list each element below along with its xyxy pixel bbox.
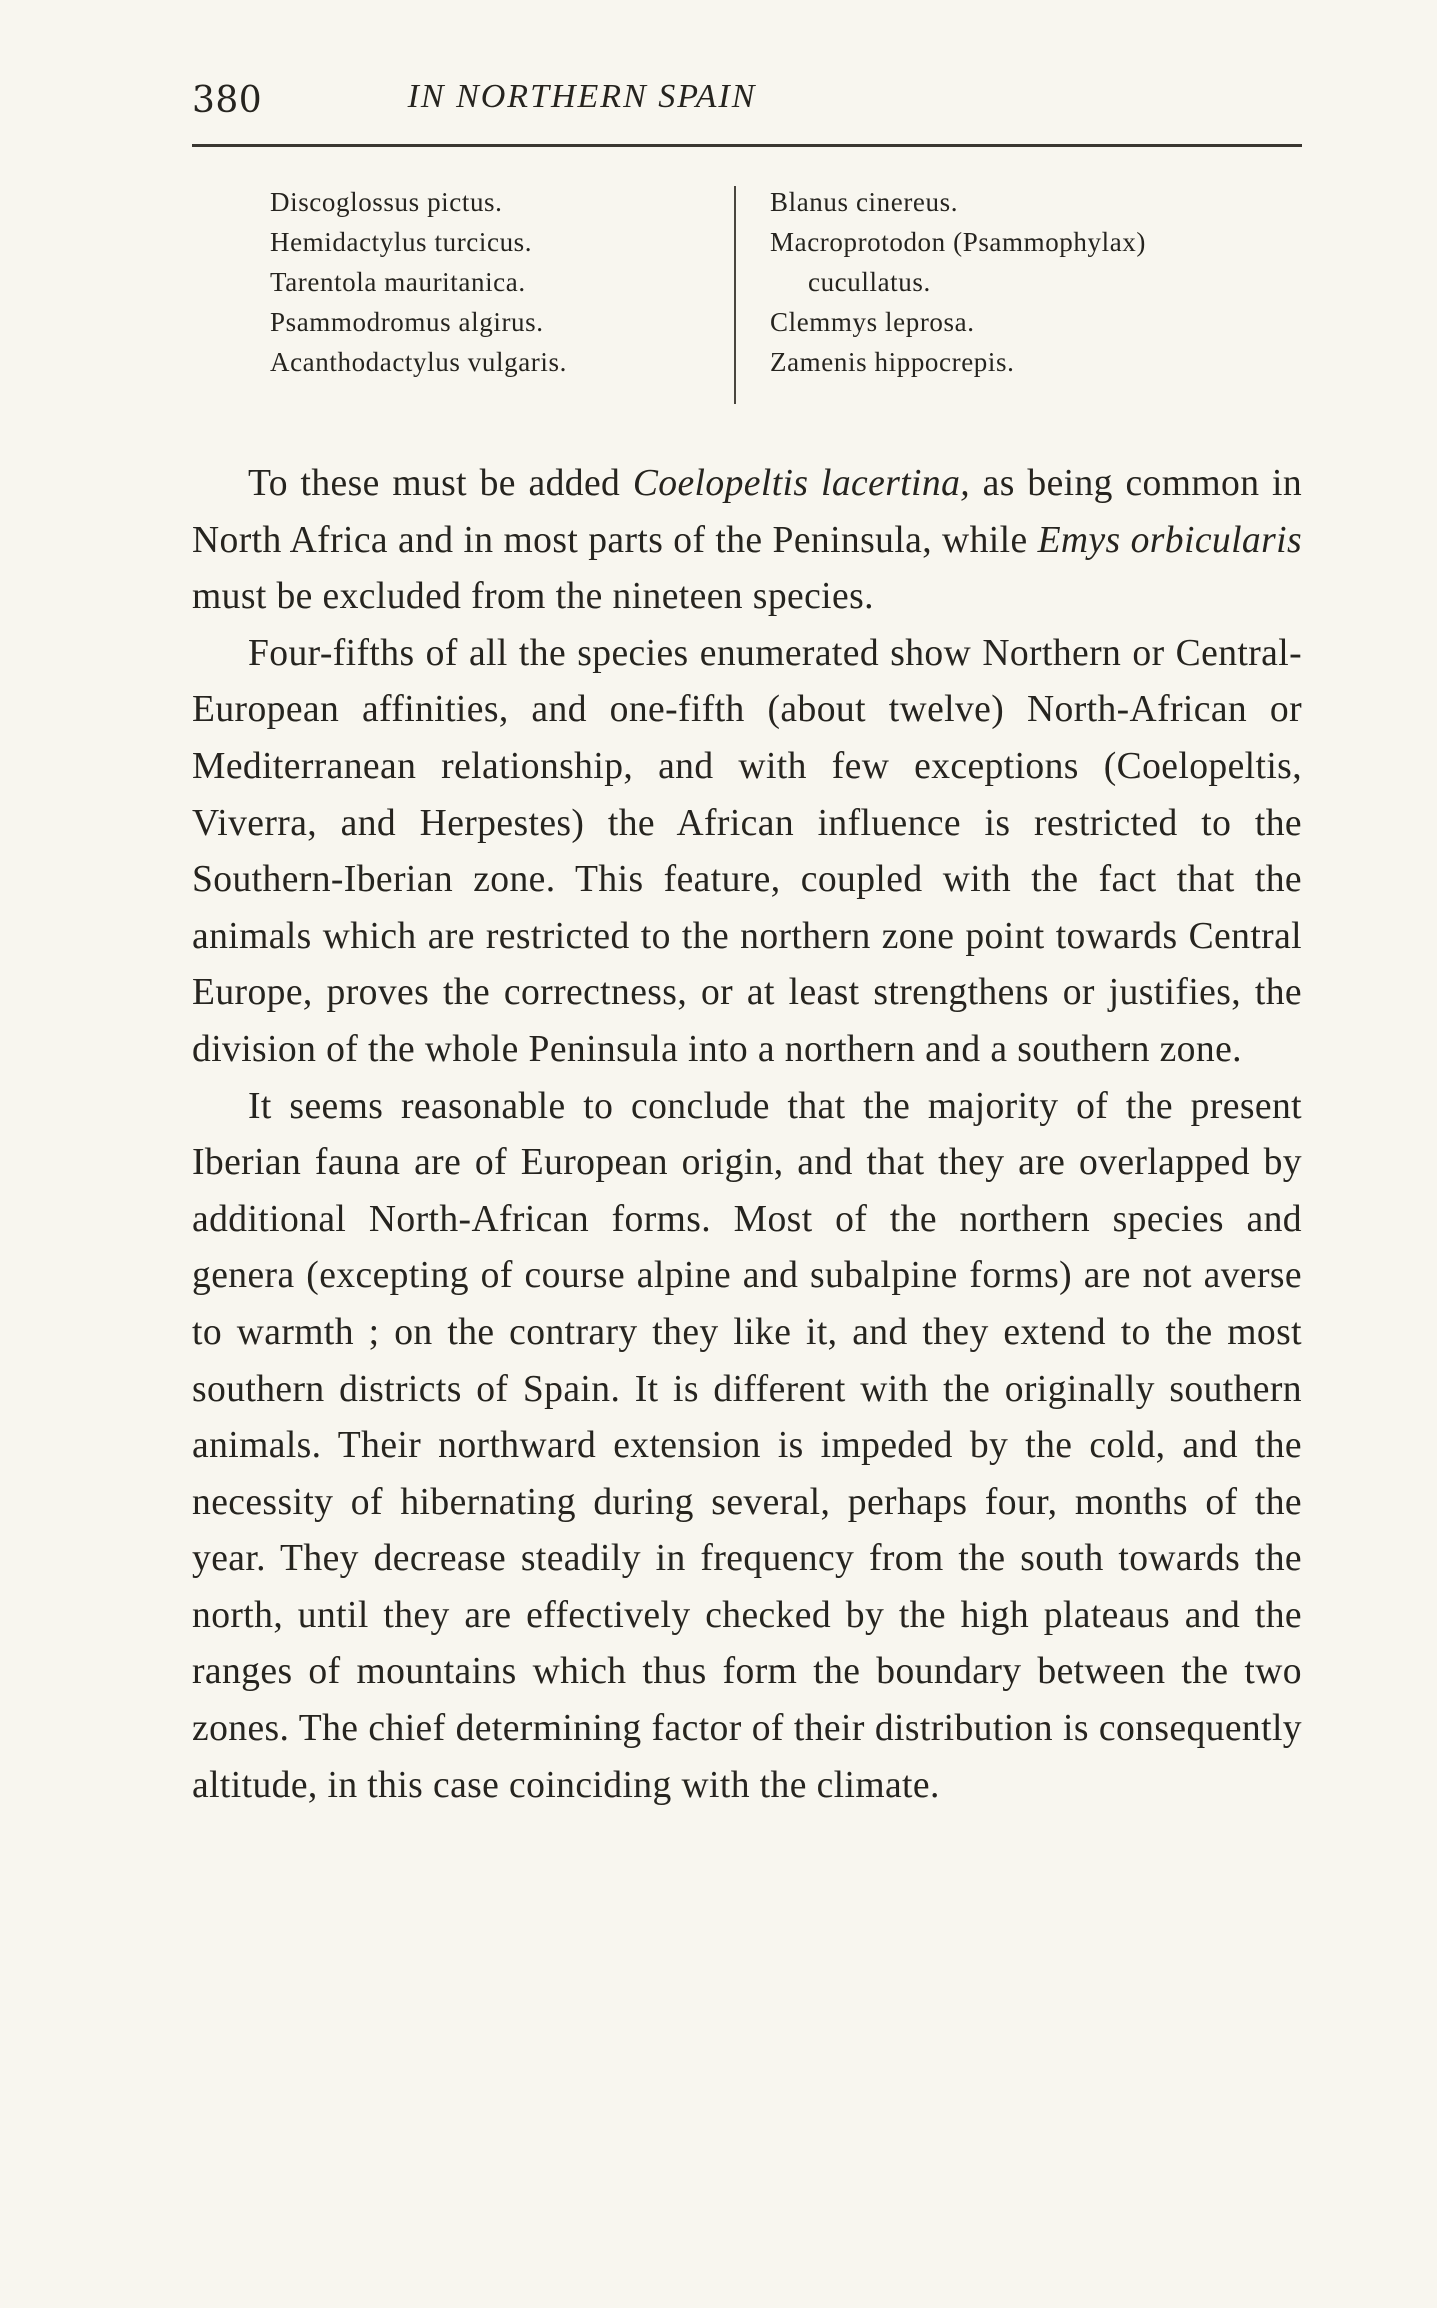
paragraph-1 [192, 456, 1302, 626]
running-head [192, 72, 1302, 132]
header-rule [192, 144, 1302, 147]
species-item: Psammodromus algirus. [270, 307, 544, 337]
paragraph-2: Four-fifths of all the species enumerated show Northern or Central-European affinities, and one-fifth (about twelve) North-African or Mediterranean relationship, and with few exceptions (Coelopeltis, Viverra, and Herpestes) the African influence is restricted to the Southern-Iberian zone. This feature, coupled with the fact that the animals which are restricted to the northern zone point towards Central Europe, proves the correctness, or at least strengthens or justifies, the division of the whole Peninsula into a northern and a southern zone. [192, 632, 1302, 1070]
species-table [270, 182, 1310, 422]
species-item: Zamenis hippocrepis. [770, 347, 1015, 377]
species-item: Blanus cinereus. [770, 187, 959, 217]
species-column-left [270, 182, 730, 382]
column-divider [734, 186, 736, 404]
species-item: Macroprotodon (Psammophylax) [770, 227, 1146, 257]
paragraph-1-text-c: must be excluded from the nineteen species. [192, 576, 874, 618]
species-item: Tarentola mauritanica. [270, 267, 526, 297]
paragraph-1-text-a: To these must be added [248, 463, 633, 504]
species-item-continuation: cucullatus. [808, 267, 931, 297]
species-item: Hemidactylus turcicus. [270, 227, 533, 257]
species-name-italic: Emys orbicularis [1037, 519, 1303, 561]
paragraph-1-text-b: as being common in North Africa and in most parts of the Peninsula, while [192, 463, 1303, 561]
page-number: 380 [192, 80, 263, 121]
species-item: Clemmys leprosa. [770, 307, 975, 337]
paragraph-3: It seems reasonable to conclude that the majority of the present Iberian fauna are of European origin, and that they are overlapped by additional North-African forms. Most of the northern species and genera (excepting of course alpine and subalpine forms) are not averse to warmth ; on the contrary they like it, and they extend to the most southern districts of Spain. It is different with the originally southern animals. Their northward extension is impeded by the cold, and the necessity of hibernating during several, perhaps four, months of the year. They decrease steadily in frequency from the south towards the north, until they are effectively checked by the high plateaus and the ranges of mountains which thus form the boundary between the two zones. The chief determining factor of their distribution is consequently altitude, in this case coinciding with the climate. [192, 1085, 1302, 1806]
running-title: IN NORTHERN SPAIN [407, 78, 757, 115]
species-item: Discoglossus pictus. [270, 187, 503, 217]
species-item: Acanthodactylus vulgaris. [270, 347, 567, 377]
species-name-italic: Coelopeltis lacertina, [632, 463, 971, 504]
body-text [192, 456, 1302, 1814]
species-column-right [770, 182, 1310, 382]
